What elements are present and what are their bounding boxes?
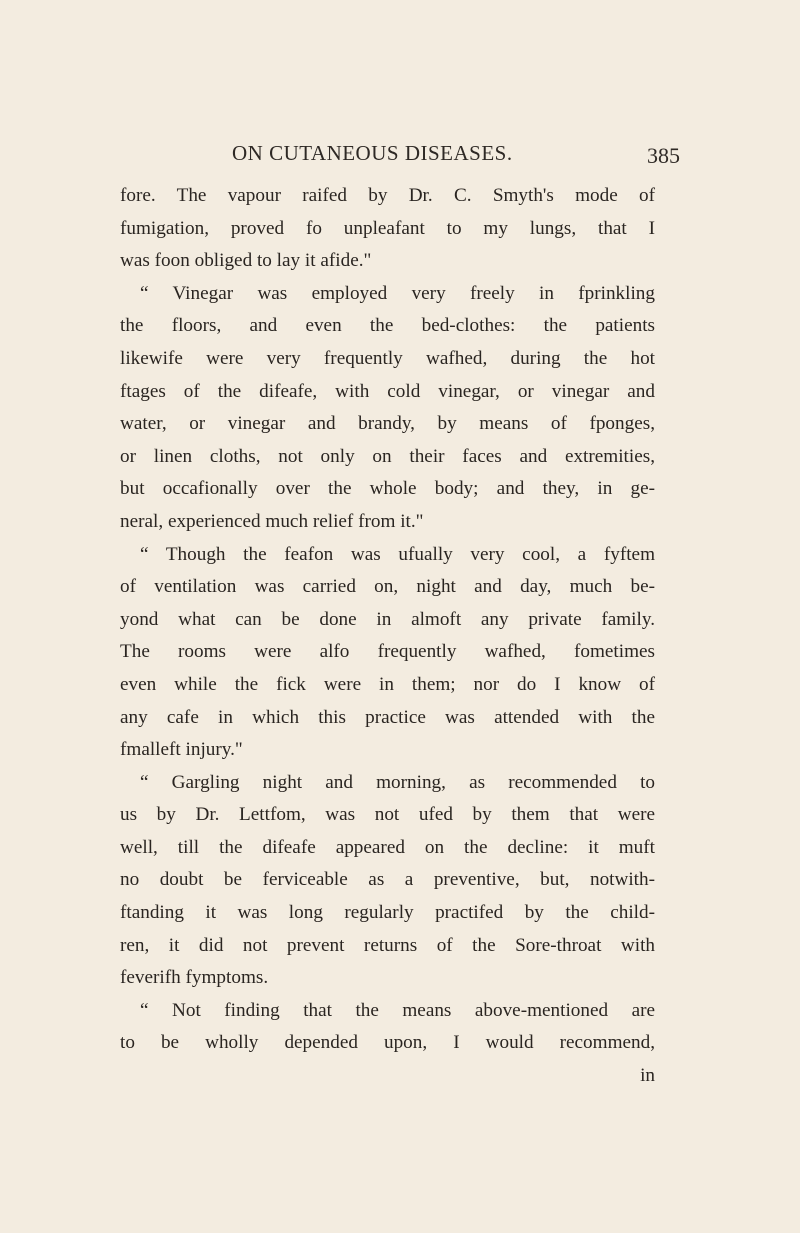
text-line: was foon obliged to lay it afide." bbox=[120, 250, 372, 272]
text-line: fmalleft injury." bbox=[120, 739, 243, 761]
text-line: ftanding it was long regularly practifed by the child- bbox=[120, 902, 655, 924]
text-line: “ Not finding that the means above-mentioned are bbox=[140, 999, 655, 1021]
running-head: ON CUTANEOUS DISEASES. bbox=[232, 141, 513, 165]
body-text bbox=[120, 180, 655, 1093]
text-line: well, till the difeafe appeared on the decline: it muft bbox=[120, 836, 655, 858]
text-line: feverifh fymptoms. bbox=[120, 967, 269, 989]
page-header bbox=[120, 141, 680, 171]
text-line: but occafionally over the whole body; and they, in ge- bbox=[120, 478, 655, 500]
text-line: likewife were very frequently wafhed, during the hot bbox=[120, 347, 655, 369]
text-line: or linen cloths, not only on their faces and extremities, bbox=[120, 445, 655, 467]
text-line: “ Though the feafon was ufually very cool, a fyftem bbox=[140, 543, 655, 565]
text-line: yond what can be done in almoft any private family. bbox=[120, 608, 655, 630]
text-line: no doubt be ferviceable as a preventive, but, notwith- bbox=[120, 869, 655, 891]
catchword: in bbox=[640, 1065, 655, 1087]
text-line: ren, it did not prevent returns of the Sore-throat with bbox=[120, 934, 655, 956]
text-line: to be wholly depended upon, I would recommend, bbox=[120, 1032, 655, 1054]
text-line: even while the fick were in them; nor do I know of bbox=[120, 673, 655, 695]
text-line: fumigation, proved fo unpleafant to my lungs, that I bbox=[120, 217, 655, 239]
page-number: 385 bbox=[647, 143, 680, 168]
text-line: of ventilation was carried on, night and day, much be- bbox=[120, 576, 655, 598]
text-line: The rooms were alfo frequently wafhed, fometimes bbox=[120, 641, 655, 663]
text-line: any cafe in which this practice was attended with the bbox=[120, 706, 655, 728]
text-line: ftages of the difeafe, with cold vinegar, or vinegar and bbox=[120, 380, 655, 402]
text-line: the floors, and even the bed-clothes: the patients bbox=[120, 315, 655, 337]
text-line: fore. The vapour raifed by Dr. C. Smyth's mode of bbox=[120, 185, 655, 206]
text-line: “ Vinegar was employed very freely in fprinkling bbox=[140, 282, 655, 304]
text-line: “ Gargling night and morning, as recommended to bbox=[140, 771, 655, 793]
text-line: neral, experienced much relief from it." bbox=[120, 510, 424, 532]
text-line: water, or vinegar and brandy, by means of fponges, bbox=[120, 413, 655, 435]
text-line: us by Dr. Lettfom, was not ufed by them that were bbox=[120, 804, 655, 826]
